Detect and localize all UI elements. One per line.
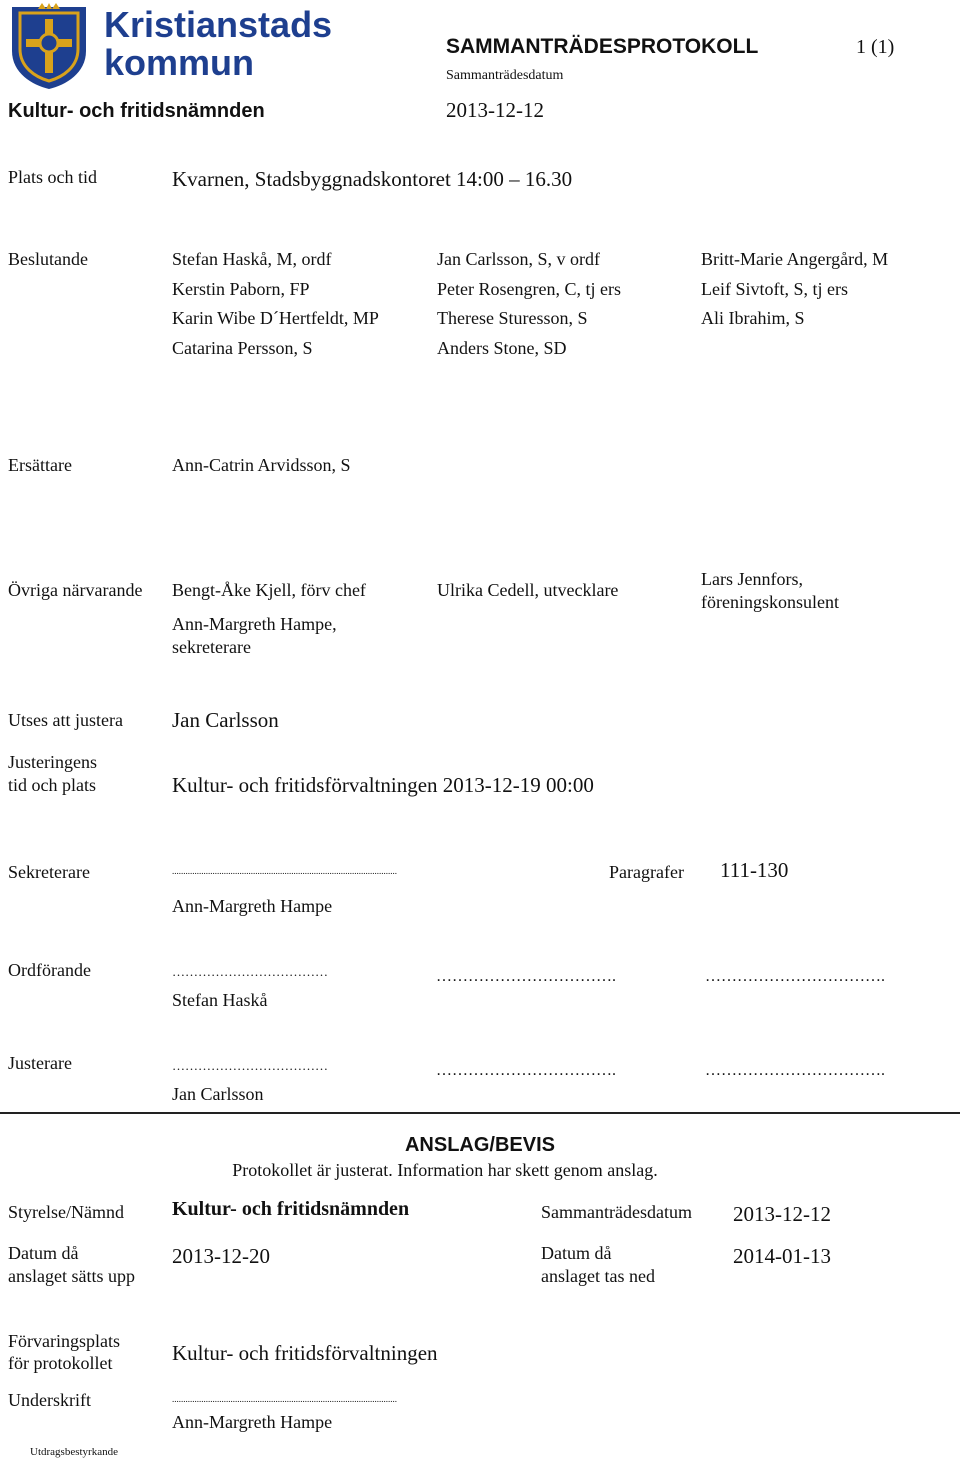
- adjuster-label: Justerare: [8, 1053, 72, 1073]
- board-value: Kultur- och fritidsnämnden: [172, 1198, 410, 1220]
- adjuster-name: Jan Carlsson: [172, 1084, 264, 1104]
- place-label: Plats och tid: [8, 167, 97, 187]
- section-divider: [0, 1112, 960, 1114]
- secretary-name: Ann-Margreth Hampe: [172, 896, 333, 916]
- member: Kerstin Paborn, FP: [172, 279, 310, 299]
- removed-date-label-line1: Datum då: [541, 1243, 612, 1263]
- others-person: Ulrika Cedell, utvecklare: [437, 580, 619, 600]
- substitute-name: Ann-Catrin Arvidsson, S: [172, 455, 351, 475]
- member: Peter Rosengren, C, tj ers: [437, 279, 621, 299]
- chair-signature-line-3: …………………………….: [705, 968, 885, 985]
- notice-subtitle: Protokollet är justerat. Information har skett genom anslag.: [232, 1160, 658, 1180]
- chair-label: Ordförande: [8, 960, 91, 980]
- kristianstad-coat-of-arms-logo: [8, 3, 90, 89]
- others-person: Lars Jennfors, föreningskonsulent: [701, 569, 839, 612]
- document-type-title: SAMMANTRÄDESPROTOKOLL: [446, 35, 759, 58]
- paragraphs-label: Paragrafer: [609, 862, 684, 882]
- adjuster-selection-value: Jan Carlsson: [172, 708, 279, 732]
- member: Britt-Marie Angergård, M: [701, 249, 889, 269]
- signature-label: Underskrift: [8, 1390, 91, 1410]
- others-present-label: Övriga närvarande: [8, 580, 143, 600]
- member: Leif Sivtoft, S, tj ers: [701, 279, 848, 299]
- chair-signature-line: ………………………………: [172, 964, 328, 979]
- member: Catarina Persson, S: [172, 338, 313, 358]
- adjust-time-label-line2: tid och plats: [8, 775, 96, 795]
- org-name-line2: kommun: [104, 42, 255, 83]
- footer-label: Utdragsbestyrkande: [30, 1446, 118, 1458]
- removed-date: 2014-01-13: [733, 1244, 831, 1268]
- place-value: Kvarnen, Stadsbyggnadskontoret 14:00 – 16.30: [172, 167, 573, 191]
- others-person: Bengt-Åke Kjell, förv chef: [172, 580, 366, 600]
- notice-title: ANSLAG/BEVIS: [404, 1134, 556, 1156]
- secretary-signature-line: ....................................................................................................: [172, 866, 397, 876]
- member: Karin Wibe D´Hertfeldt, MP: [172, 308, 379, 328]
- storage-label-line1: Förvaringsplats: [8, 1331, 120, 1351]
- posted-date: 2013-12-20: [172, 1244, 270, 1268]
- notice-meeting-date-label: Sammanträdesdatum: [541, 1202, 692, 1222]
- adjuster-signature-line-2: …………………………….: [436, 1062, 616, 1079]
- adjust-time-value: Kultur- och fritidsförvaltningen 2013-12-19 00:00: [172, 773, 594, 797]
- paragraphs-value: 111-130: [720, 858, 789, 882]
- member: Therese Sturesson, S: [437, 308, 588, 328]
- substitutes-label: Ersättare: [8, 455, 72, 475]
- adjuster-signature-line: ………………………………: [172, 1058, 328, 1073]
- others-person: Ann-Margreth Hampe, sekreterare: [172, 614, 337, 657]
- chair-signature-line-2: …………………………….: [436, 968, 616, 985]
- member: Ali Ibrahim, S: [701, 308, 805, 328]
- meeting-date: 2013-12-12: [446, 98, 544, 122]
- posted-date-label-line2: anslaget sätts upp: [8, 1266, 135, 1286]
- adjust-time-label-line1: Justeringens: [8, 752, 97, 772]
- storage-value: Kultur- och fritidsförvaltningen: [172, 1341, 438, 1365]
- committee-name: Kultur- och fritidsnämnden: [8, 100, 265, 122]
- member: Stefan Haskå, M, ordf: [172, 249, 332, 269]
- chair-name: Stefan Haskå: [172, 990, 268, 1010]
- deciding-label: Beslutande: [8, 249, 88, 269]
- board-label: Styrelse/Nämnd: [8, 1202, 124, 1222]
- removed-date-label-line2: anslaget tas ned: [541, 1266, 655, 1286]
- notice-signature-line: ....................................................................................................: [172, 1394, 397, 1404]
- notice-signature-name: Ann-Margreth Hampe: [172, 1412, 333, 1432]
- secretary-label: Sekreterare: [8, 862, 90, 882]
- page-number: 1 (1): [856, 36, 895, 58]
- adjuster-selection-label: Utses att justera: [8, 710, 123, 730]
- adjuster-signature-line-3: …………………………….: [705, 1062, 885, 1079]
- posted-date-label-line1: Datum då: [8, 1243, 79, 1263]
- notice-meeting-date: 2013-12-12: [733, 1202, 831, 1226]
- meeting-date-label: Sammanträdesdatum: [446, 68, 564, 83]
- member: Anders Stone, SD: [437, 338, 567, 358]
- member: Jan Carlsson, S, v ordf: [437, 249, 600, 269]
- org-name-line1: Kristianstads: [104, 4, 333, 45]
- storage-label-line2: för protokollet: [8, 1353, 113, 1373]
